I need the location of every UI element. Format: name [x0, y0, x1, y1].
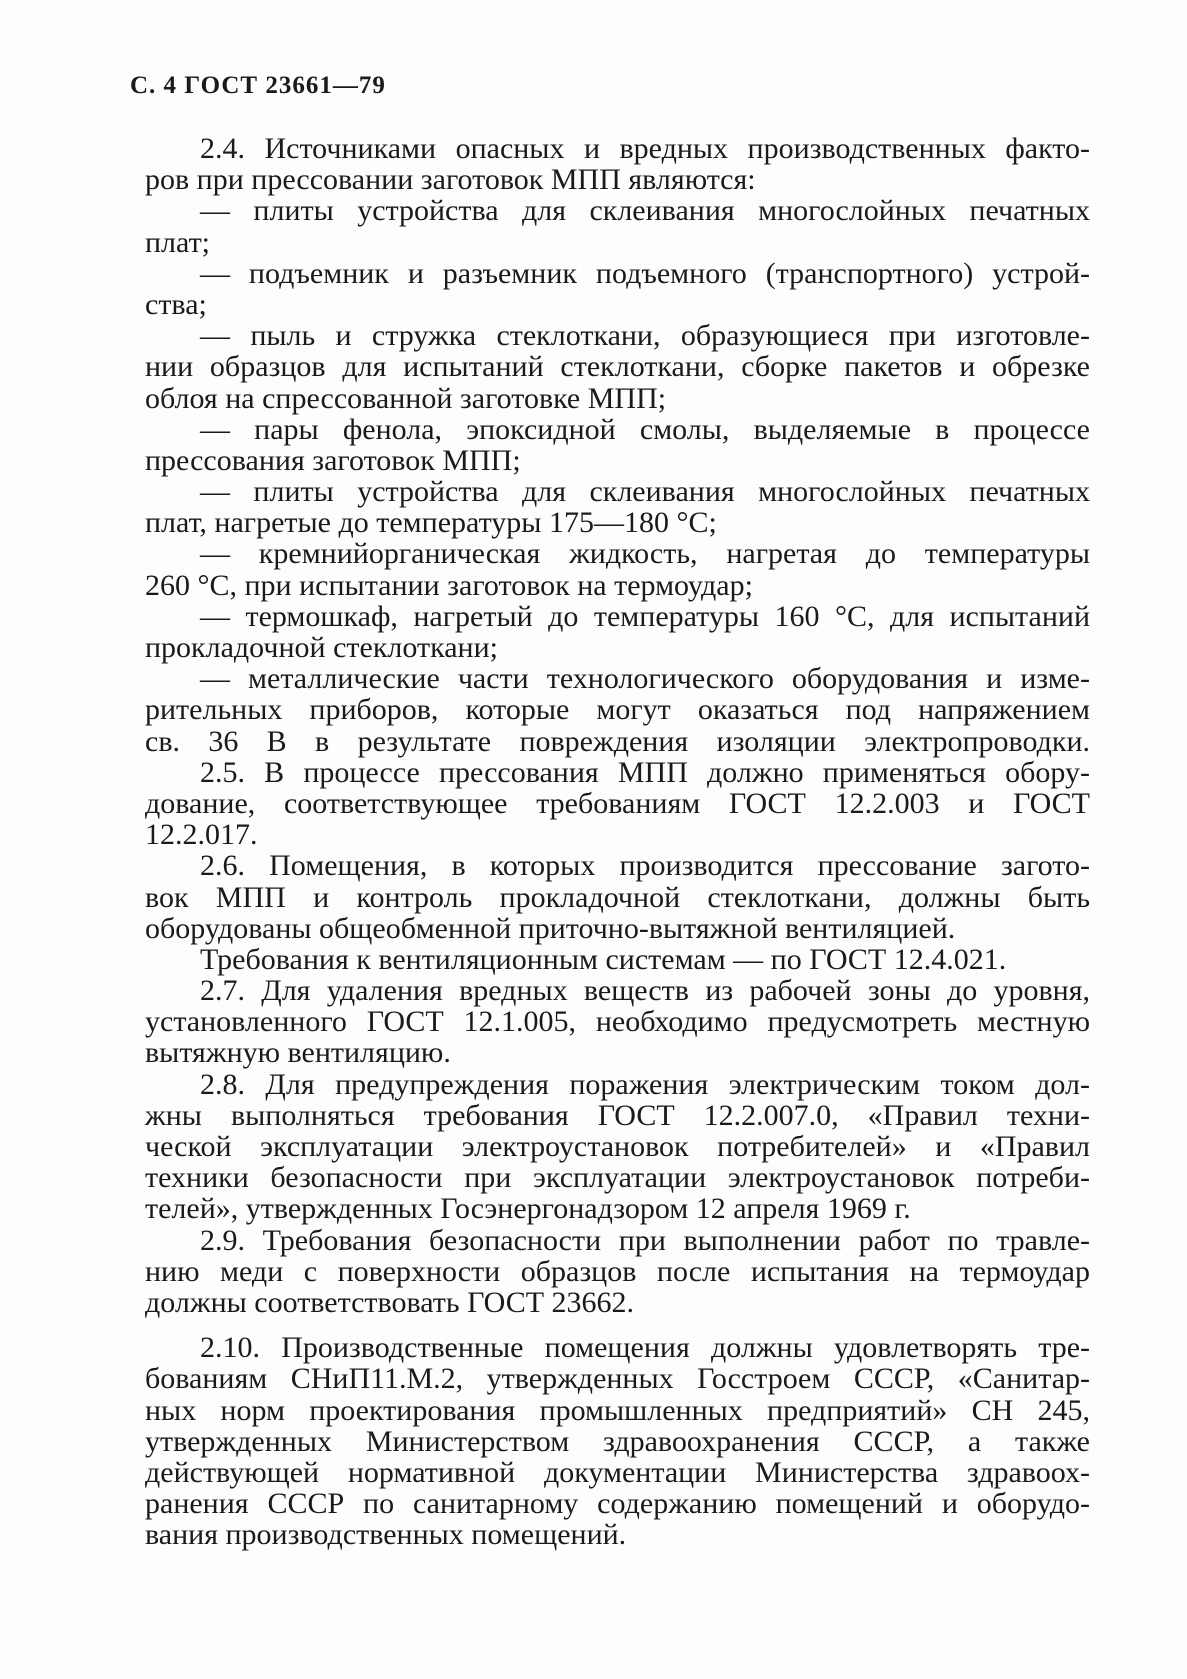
text-line: облоя на спрессованной заготовке МПП;	[145, 381, 667, 415]
text-line: — пыль и стружка стеклоткани, образующиеся при изготовле-	[200, 319, 1090, 353]
text-line: — металлические части технологического оборудования и изме-	[200, 662, 1090, 696]
text-line: нию меди с поверхности образцов после испытания на термоудар	[145, 1254, 1090, 1288]
text-line: нии образцов для испытаний стеклоткани, сборке пакетов и обрезке	[145, 350, 1090, 384]
text-line: — плиты устройства для склеивания многослойных печатных	[200, 475, 1090, 509]
text-line: плат, нагретые до температуры 175—180 °С;	[145, 506, 717, 540]
text-line: 2.6. Помещения, в которых производится прессование загото-	[200, 849, 1090, 883]
text-line: ров при прессовании заготовок МПП являются:	[145, 163, 756, 197]
text-line: должны соответствовать ГОСТ 23662.	[145, 1285, 635, 1319]
text-line: телей», утвержденных Госэнергонадзором 12 апреля 1969 г.	[145, 1192, 911, 1226]
text-line: вания производственных помещений.	[145, 1518, 627, 1552]
text-line: — термошкаф, нагретый до температуры 160 °С, для испытаний	[200, 599, 1090, 633]
text-line: 2.9. Требования безопасности при выполнении работ по травле-	[200, 1223, 1090, 1257]
text-line: — плиты устройства для склеивания многослойных печатных	[200, 194, 1090, 228]
text-line: 2.7. Для удаления вредных веществ из рабочей зоны до уровня,	[200, 974, 1090, 1008]
text-line: вок МПП и контроль прокладочной стеклоткани, должны быть	[145, 880, 1090, 914]
text-line: св. 36 В в результате повреждения изоляции электропроводки.	[145, 724, 1090, 758]
document-body	[145, 133, 1090, 1550]
text-line: действующей нормативной документации Министерства здравоох-	[145, 1455, 1090, 1489]
text-line: жны выполняться требования ГОСТ 12.2.007.0, «Правил техни-	[145, 1098, 1090, 1132]
text-line: — подъемник и разъемник подъемного (транспортного) устрой-	[200, 256, 1090, 290]
text-line: — пары фенола, эпоксидной смолы, выделяемые в процессе	[200, 412, 1090, 446]
text-line: ных норм проектирования промышленных предприятий» СН 245,	[145, 1393, 1090, 1427]
text-line: рительных приборов, которые могут оказаться под напряжением	[145, 693, 1090, 727]
text-line: 2.10. Производственные помещения должны удовлетворять тре-	[200, 1331, 1090, 1365]
text-line: ческой эксплуатации электроустановок потребителей» и «Правил	[145, 1130, 1090, 1163]
text-line: дование, соответствующее требованиям ГОСТ 12.2.003 и ГОСТ	[145, 786, 1090, 820]
text-line: 2.4. Источниками опасных и вредных производственных факто-	[200, 132, 1090, 165]
text-line: ранения СССР по санитарному содержанию помещений и оборудо-	[145, 1487, 1090, 1521]
text-line: бованиям СНиП11.М.2, утвержденных Госстроем СССР, «Санитар-	[145, 1362, 1090, 1396]
text-line: прокладочной стеклоткани;	[145, 631, 498, 664]
text-line: 260 °С, при испытании заготовок на термоудар;	[145, 568, 753, 602]
text-line: — кремнийорганическая жидкость, нагретая до температуры	[200, 537, 1090, 571]
text-line: прессования заготовок МПП;	[145, 443, 521, 477]
text-line: плат;	[145, 225, 211, 259]
text-line: установленного ГОСТ 12.1.005, необходимо предусмотреть местную	[145, 1005, 1090, 1039]
text-line: утвержденных Министерством здравоохранения СССР, а также	[145, 1424, 1090, 1458]
text-line: техники безопасности при эксплуатации электроустановок потреби-	[145, 1161, 1090, 1195]
text-line: оборудованы общеобменной приточно-вытяжной вентиляцией.	[145, 911, 956, 945]
text-line: 2.5. В процессе прессования МПП должно применяться обору-	[200, 755, 1090, 789]
paragraph-gap	[145, 1318, 1090, 1332]
text-line: Требования к вентиляционным системам — по ГОСТ 12.4.021.	[200, 942, 1007, 976]
text-line: 12.2.017.	[145, 818, 258, 852]
text-line: ства;	[145, 287, 207, 321]
page-header: С. 4 ГОСТ 23661—79	[130, 72, 386, 99]
text-line: вытяжную вентиляцию.	[145, 1036, 451, 1070]
text-line: 2.8. Для предупреждения поражения электрическим током дол-	[200, 1067, 1090, 1101]
